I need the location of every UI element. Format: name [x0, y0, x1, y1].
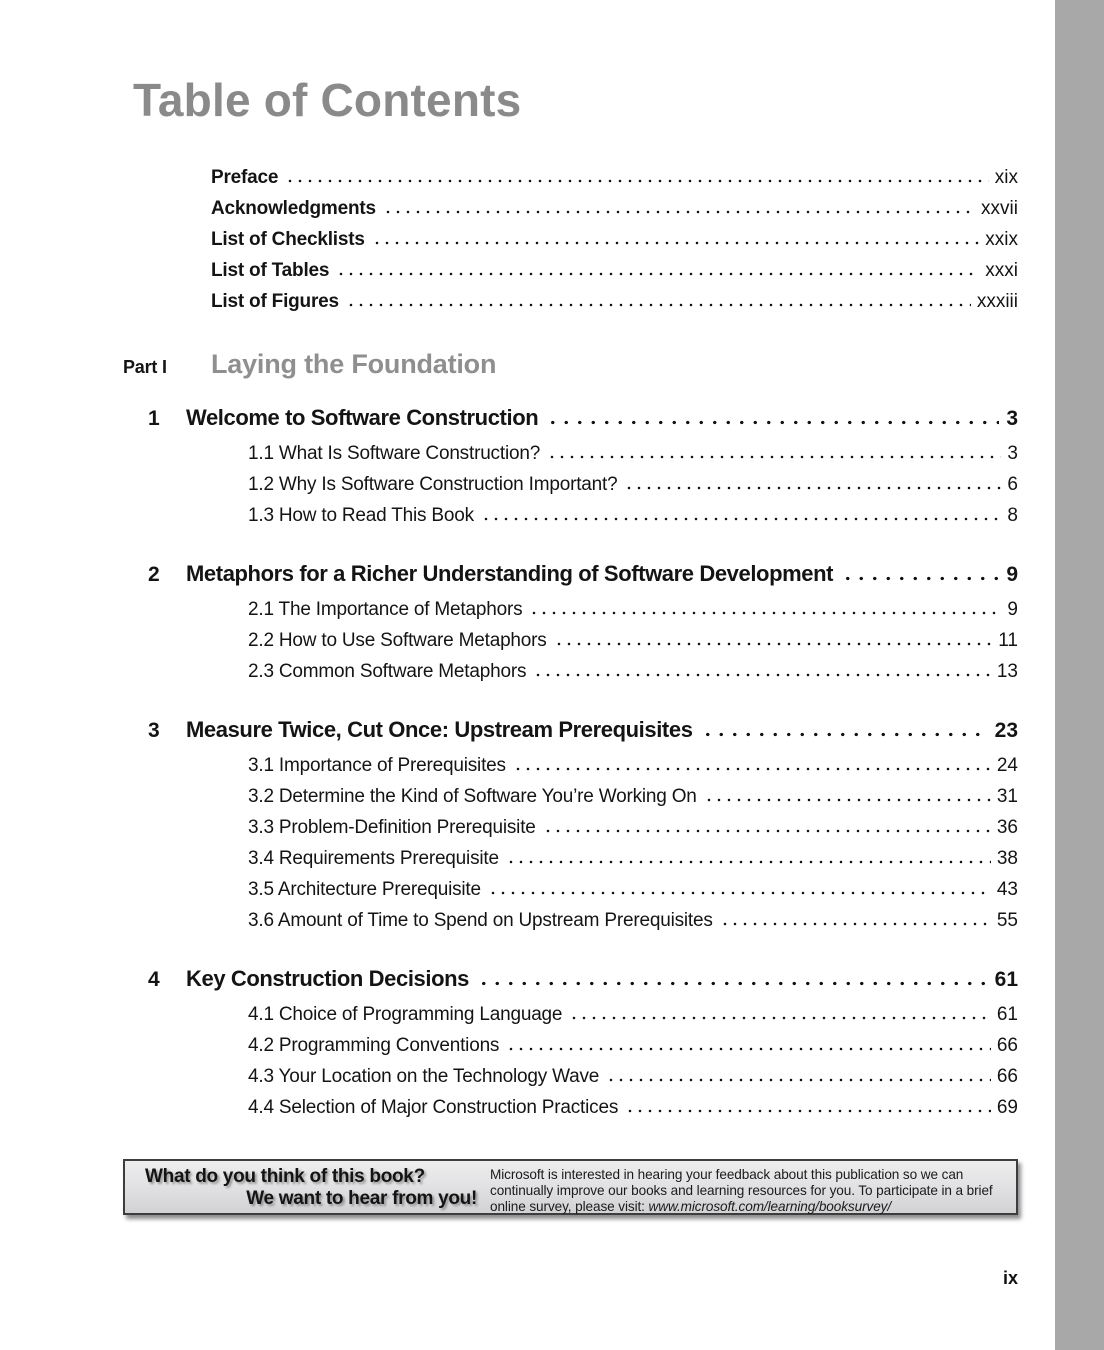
dot-leader: [625, 1109, 991, 1113]
chapter-heading-row: [123, 561, 1018, 593]
section-page-number: 61: [996, 1003, 1018, 1025]
section-page-number: 9: [1007, 598, 1018, 620]
dot-leader: [569, 1016, 991, 1020]
chapter-number: 3: [148, 718, 160, 742]
entry-page-number: xxxi: [985, 259, 1018, 281]
chapter-entry: [123, 966, 1018, 1128]
part-heading: [123, 349, 1018, 380]
section-page-number: 36: [996, 816, 1018, 838]
page-title: Table of Contents: [133, 74, 522, 126]
section-list: [248, 443, 1018, 536]
dot-leader: [285, 179, 989, 183]
section-label: 4.3 Your Location on the Technology Wave: [248, 1065, 600, 1087]
section-label: 3.6 Amount of Time to Spend on Upstream Prerequisites: [248, 909, 713, 931]
dot-leader: [543, 829, 991, 833]
dot-leader: [383, 210, 975, 214]
part-label: Part I: [123, 356, 167, 377]
section-page-number: 38: [996, 847, 1018, 869]
dot-leader: [547, 455, 1001, 459]
front-matter-list: [211, 167, 1018, 322]
section-entry: [248, 599, 1018, 630]
dot-leader: [506, 1047, 991, 1051]
dot-leader: [546, 420, 999, 425]
section-label: 3.4 Requirements Prerequisite: [248, 847, 499, 869]
entry-label: List of Tables: [211, 259, 330, 281]
section-label: 3.1 Importance of Prerequisites: [248, 754, 506, 776]
section-list: [248, 1004, 1018, 1128]
dot-leader: [513, 767, 991, 771]
section-entry: [248, 817, 1018, 848]
dot-leader: [533, 673, 991, 677]
toc-entry-list-of-figures: [211, 291, 1018, 322]
page-edge-bar: [1055, 0, 1104, 1350]
chapter-heading-row: [123, 405, 1018, 437]
dot-leader: [346, 303, 971, 307]
section-entry: [248, 1004, 1018, 1035]
dot-leader: [554, 642, 993, 646]
chapter-title: Metaphors for a Richer Understanding of Software Development: [186, 560, 834, 586]
dot-leader: [704, 798, 991, 802]
section-page-number: 8: [1007, 504, 1018, 526]
chapter-entry: [123, 561, 1018, 692]
section-label: 1.2 Why Is Software Construction Important?: [248, 473, 618, 495]
section-entry: [248, 474, 1018, 505]
toc-entry-preface: [211, 167, 1018, 198]
feedback-body-text: Microsoft is interested in hearing your feedback about this publication so we can continually improve our books and learning resources for you. To participate in a brief online survey, please visit:: [490, 1166, 993, 1214]
section-list: [248, 755, 1018, 941]
dot-leader: [336, 272, 979, 276]
section-label: 1.3 How to Read This Book: [248, 504, 474, 526]
page-folio-number: ix: [1002, 1268, 1018, 1288]
toc-page: [123, 0, 1018, 1215]
part-title: Laying the Foundation: [211, 348, 497, 379]
section-label: 2.3 Common Software Metaphors: [248, 660, 527, 682]
dot-leader: [624, 486, 1001, 490]
feedback-heading-line2: We want to hear from you!: [246, 1187, 477, 1209]
section-entry: [248, 755, 1018, 786]
feedback-heading-line1: What do you think of this book?: [145, 1165, 425, 1187]
chapter-heading-row: [123, 966, 1018, 998]
section-page-number: 66: [996, 1034, 1018, 1056]
feedback-banner: [123, 1159, 1018, 1215]
section-entry: [248, 630, 1018, 661]
entry-label: List of Figures: [211, 290, 339, 312]
section-page-number: 3: [1007, 442, 1018, 464]
section-entry: [248, 786, 1018, 817]
section-label: 2.1 The Importance of Metaphors: [248, 598, 523, 620]
section-entry: [248, 661, 1018, 692]
section-entry: [248, 910, 1018, 941]
section-page-number: 55: [996, 909, 1018, 931]
entry-label: List of Checklists: [211, 228, 365, 250]
chapter-heading-row: [123, 717, 1018, 749]
section-label: 4.4 Selection of Major Construction Practices: [248, 1096, 619, 1118]
toc-entry-acknowledgments: [211, 198, 1018, 229]
chapter-page-number: 61: [994, 967, 1018, 991]
entry-page-number: xix: [994, 166, 1018, 188]
feedback-body: [490, 1161, 1016, 1213]
section-entry: [248, 1035, 1018, 1066]
section-label: 2.2 How to Use Software Metaphors: [248, 629, 547, 651]
toc-entry-list-of-checklists: [211, 229, 1018, 260]
dot-leader: [488, 891, 991, 895]
section-entry: [248, 443, 1018, 474]
section-label: 4.2 Programming Conventions: [248, 1034, 500, 1056]
entry-page-number: xxix: [985, 228, 1018, 250]
section-page-number: 43: [996, 878, 1018, 900]
chapter-number: 4: [148, 967, 160, 991]
section-entry: [248, 1097, 1018, 1128]
section-entry: [248, 879, 1018, 910]
chapter-title: Measure Twice, Cut Once: Upstream Prerequisites: [186, 716, 693, 742]
chapter-page-number: 23: [994, 718, 1018, 742]
entry-page-number: xxxiii: [976, 290, 1018, 312]
chapter-page-number: 3: [1006, 406, 1018, 430]
section-label: 3.3 Problem-Definition Prerequisite: [248, 816, 536, 838]
chapter-entry: [123, 717, 1018, 941]
section-entry: [248, 848, 1018, 879]
dot-leader: [372, 241, 980, 245]
section-page-number: 31: [996, 785, 1018, 807]
dot-leader: [506, 860, 991, 864]
section-page-number: 11: [998, 629, 1018, 651]
chapter-page-number: 9: [1006, 562, 1018, 586]
section-page-number: 66: [996, 1065, 1018, 1087]
section-page-number: 13: [996, 660, 1018, 682]
entry-label: Preface: [211, 166, 279, 188]
chapter-title: Key Construction Decisions: [186, 965, 469, 991]
section-label: 1.1 What Is Software Construction?: [248, 442, 541, 464]
chapter-title: Welcome to Software Construction: [186, 404, 539, 430]
toc-entry-list-of-tables: [211, 260, 1018, 291]
dot-leader: [529, 611, 1001, 615]
section-page-number: 24: [996, 754, 1018, 776]
dot-leader: [606, 1078, 991, 1082]
section-page-number: 69: [996, 1096, 1018, 1118]
section-page-number: 6: [1007, 473, 1018, 495]
dot-leader: [720, 922, 991, 926]
section-entry: [248, 505, 1018, 536]
section-entry: [248, 1066, 1018, 1097]
chapter-entry: [123, 405, 1018, 536]
chapter-number: 2: [148, 562, 160, 586]
chapter-number: 1: [148, 406, 160, 430]
section-label: 3.5 Architecture Prerequisite: [248, 878, 481, 900]
dot-leader: [481, 517, 1001, 521]
section-label: 4.1 Choice of Programming Language: [248, 1003, 563, 1025]
section-list: [248, 599, 1018, 692]
dot-leader: [841, 576, 999, 581]
dot-leader: [701, 732, 988, 737]
section-label: 3.2 Determine the Kind of Software You’re Working On: [248, 785, 697, 807]
entry-page-number: xxvii: [981, 197, 1018, 219]
dot-leader: [477, 981, 988, 986]
entry-label: Acknowledgments: [211, 197, 376, 219]
feedback-survey-link[interactable]: www.microsoft.com/learning/booksurvey/: [648, 1198, 892, 1214]
feedback-heading: [125, 1161, 490, 1213]
